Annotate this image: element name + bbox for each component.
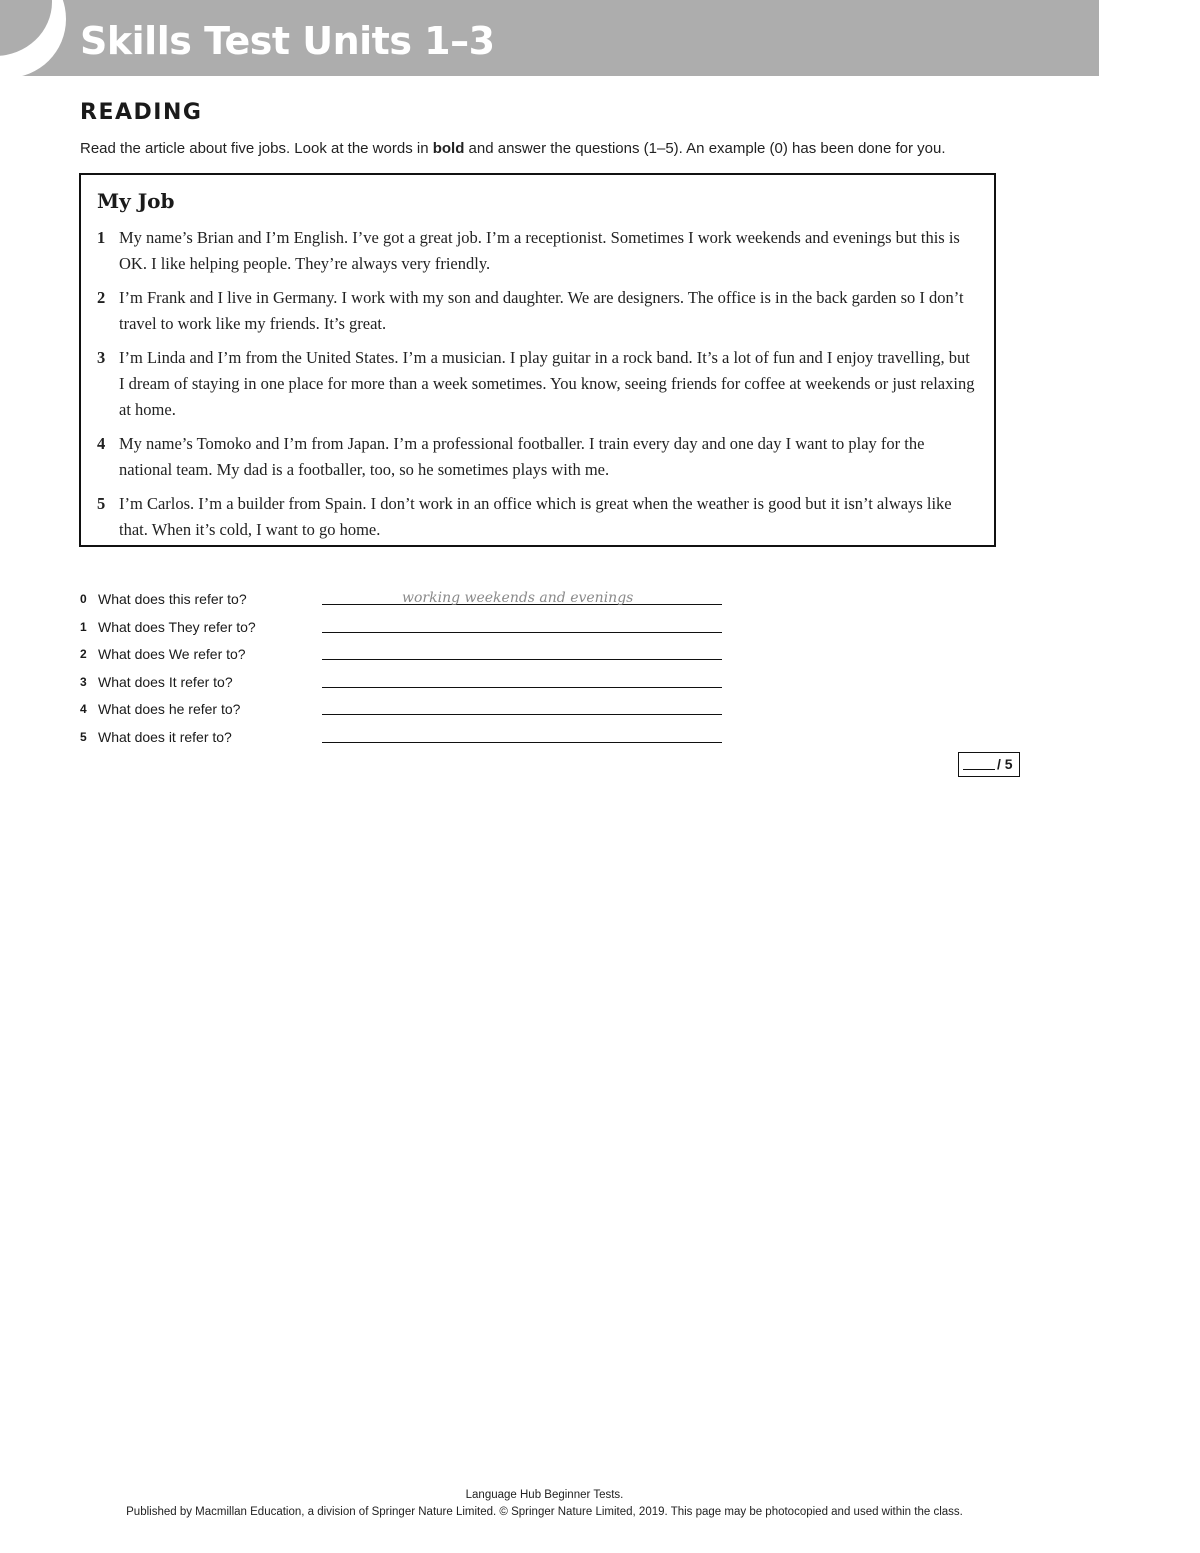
article-item (95, 285, 975, 337)
answer-line[interactable] (322, 700, 722, 715)
question-number: 3 (80, 674, 87, 689)
answer-line[interactable] (322, 645, 722, 660)
article-list (95, 225, 975, 551)
question-row (80, 671, 730, 699)
article-item-number: 2 (97, 288, 106, 307)
score-blank-line[interactable] (963, 769, 995, 770)
article-item-number: 1 (97, 228, 106, 247)
question-number: 1 (80, 619, 87, 634)
article-item (95, 225, 975, 277)
instructions-bold-word: bold (432, 140, 465, 157)
instructions (80, 140, 946, 157)
article-item (95, 431, 975, 483)
article-item-text: I’m Carlos. I’m a builder from Spain. I don’t work in an office which is great when the weather is good but it isn’t always like that. When it’s cold, I want to go home. (119, 494, 952, 539)
question-list (80, 588, 730, 753)
instructions-after: and answer the questions (1–5). An example (0) has been done for you. (464, 140, 946, 157)
footer-copyright: Published by Macmillan Education, a division of Springer Nature Limited. © Springer Nature Limited, 2019. This page may be photocopied and used within the class. (126, 1506, 963, 1518)
question-row (80, 726, 730, 754)
question-row (80, 698, 730, 726)
article-item-text: My name’s Brian and I’m English. I’ve got a great job. I’m a receptionist. Sometimes I work weekends and evenings but this is OK. I like helping people. They’re always very friendly. (119, 228, 960, 273)
question-number: 0 (80, 592, 87, 606)
footer-series: Language Hub Beginner Tests. (465, 1489, 624, 1501)
example-answer: working weekends and evenings (402, 590, 634, 606)
article-item (95, 345, 975, 423)
section-title: READING (80, 100, 203, 125)
question-text: What does this refer to? (98, 591, 247, 607)
question-row (80, 616, 730, 644)
question-text: What does he refer to? (98, 701, 241, 717)
question-number: 2 (80, 647, 87, 661)
question-row (80, 643, 730, 671)
article-item-number: 4 (97, 434, 106, 453)
question-row (80, 588, 730, 616)
article-item-text: I’m Frank and I live in Germany. I work with my son and daughter. We are designers. The office is in the back garden so I don’t travel to work like my friends. It’s great. (119, 288, 964, 333)
header-band (0, 0, 1099, 76)
answer-line[interactable] (322, 728, 722, 743)
instructions-before: Read the article about five jobs. Look at the words in (80, 140, 433, 157)
article-item-text: My name’s Tomoko and I’m from Japan. I’m a professional footballer. I train every day and one day I want to play for the national team. My dad is a footballer, too, so he sometimes plays with me. (119, 434, 925, 479)
question-text: What does it refer to? (98, 728, 232, 745)
article-box (79, 173, 996, 547)
answer-line[interactable] (322, 590, 722, 605)
article-item-text: I’m Linda and I’m from the United States. I’m a musician. I play guitar in a rock band. It’s a lot of fun and I enjoy travelling, but I dream of staying in one place for more than a week sometimes. You know, seeing friends for coffee at weekends or just relaxing at home. (119, 348, 975, 419)
article-item-number: 5 (97, 494, 106, 513)
page-title: Skills Test Units 1–3 (80, 19, 495, 63)
article-item (95, 491, 975, 543)
score-box (958, 752, 1020, 777)
answer-line[interactable] (322, 673, 722, 688)
question-number: 5 (80, 729, 87, 744)
question-text: What does It refer to? (98, 673, 233, 690)
question-text: What does They refer to? (98, 618, 256, 635)
question-text: What does We refer to? (98, 646, 246, 662)
question-number: 4 (80, 702, 87, 716)
article-item-number: 3 (97, 348, 106, 367)
answer-line[interactable] (322, 618, 722, 633)
article-title: My Job (97, 189, 175, 213)
score-total: / 5 (997, 756, 1013, 772)
